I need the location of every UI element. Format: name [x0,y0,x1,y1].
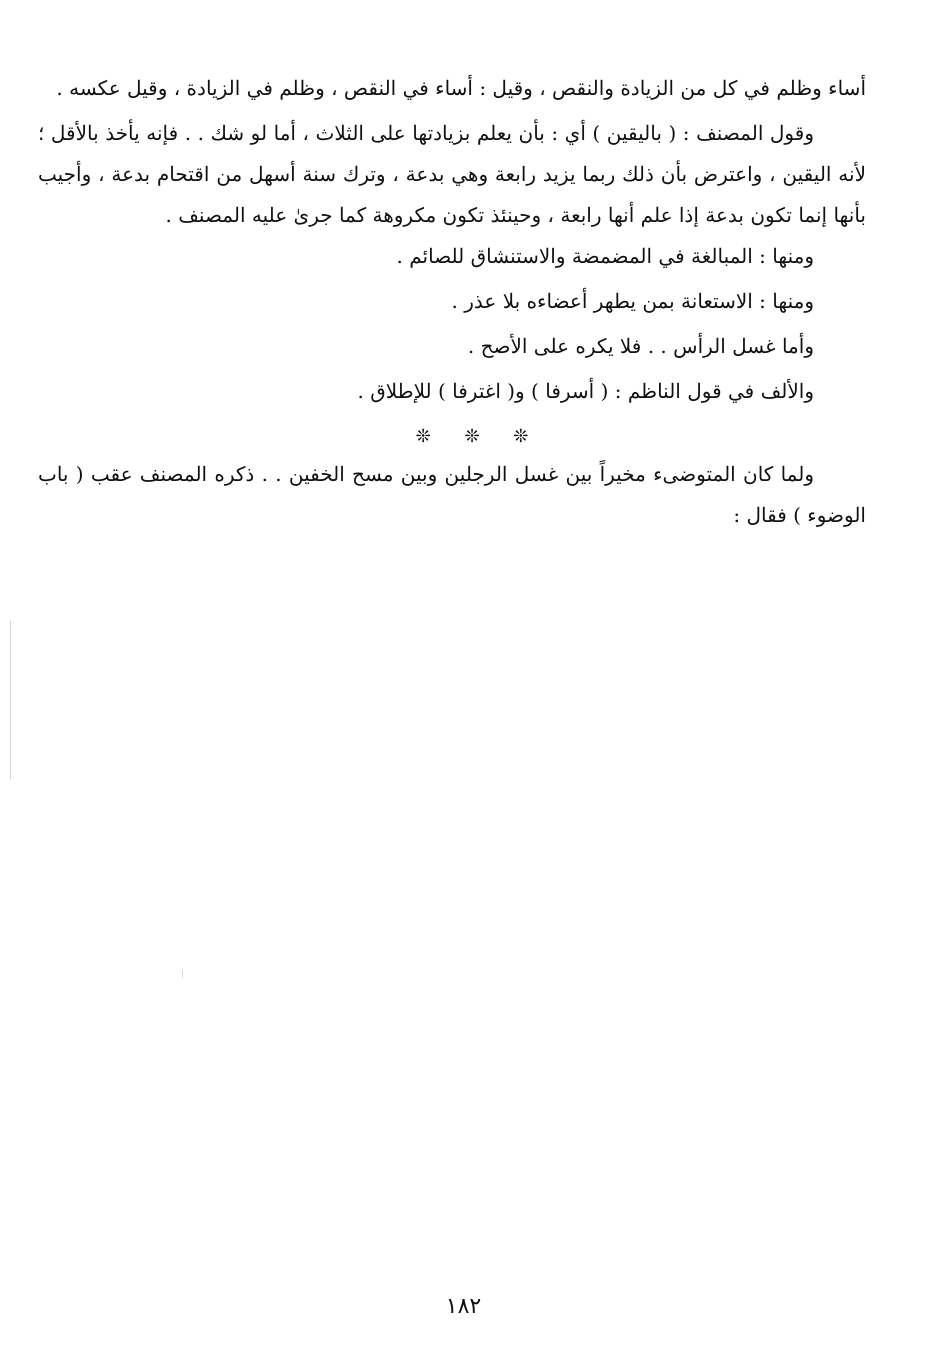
separator-star-icon: ❊ [464,426,480,447]
separator-star-icon: ❊ [415,426,431,447]
scan-edge-line [10,620,11,780]
paragraph-7: ولما كان المتوضىء مخيراً بين غسل الرجلين وبين مسح الخفين . . ذكره المصنف عقب ( باب الوضوء ) فقال : [38,462,866,527]
page-number: ١٨٢ [445,1294,482,1319]
paragraph-5: وأما غسل الرأس . . فلا يكره على الأصح . [467,334,814,358]
separator-star-icon: ❊ [513,426,529,447]
page-body [38,68,866,536]
section-separator [38,420,866,454]
paragraph-3: ومنها : المبالغة في المضمضة والاستنشاق للصائم . [396,244,814,268]
paragraph-6: والألف في قول الناظم : ( أسرفا ) و( اغترفا ) للإطلاق . [357,379,814,403]
scan-mark [182,970,183,978]
paragraph-2: وقول المصنف : ( باليقين ) أي : بأن يعلم بزيادتها على الثلاث ، أما لو شك . . فإنه يأخذ بالأقل ؛ لأنه اليقين ، واعترض بأن ذلك ربما يزيد رابعة وهي بدعة ، وترك سنة أسهل من اقتحام بدعة ، وأجيب بأنها إنما تكون بدعة إذا علم أنها رابعة ، وحينئذ تكون مكروهة كما جرىٰ عليه المصنف . [38,121,866,227]
paragraph-4: ومنها : الاستعانة بمن يطهر أعضاءه بلا عذر . [451,289,814,313]
paragraph-1: أساء وظلم في كل من الزيادة والنقص ، وقيل : أساء في النقص ، وظلم في الزيادة ، وقيل عكسه . [56,76,866,100]
